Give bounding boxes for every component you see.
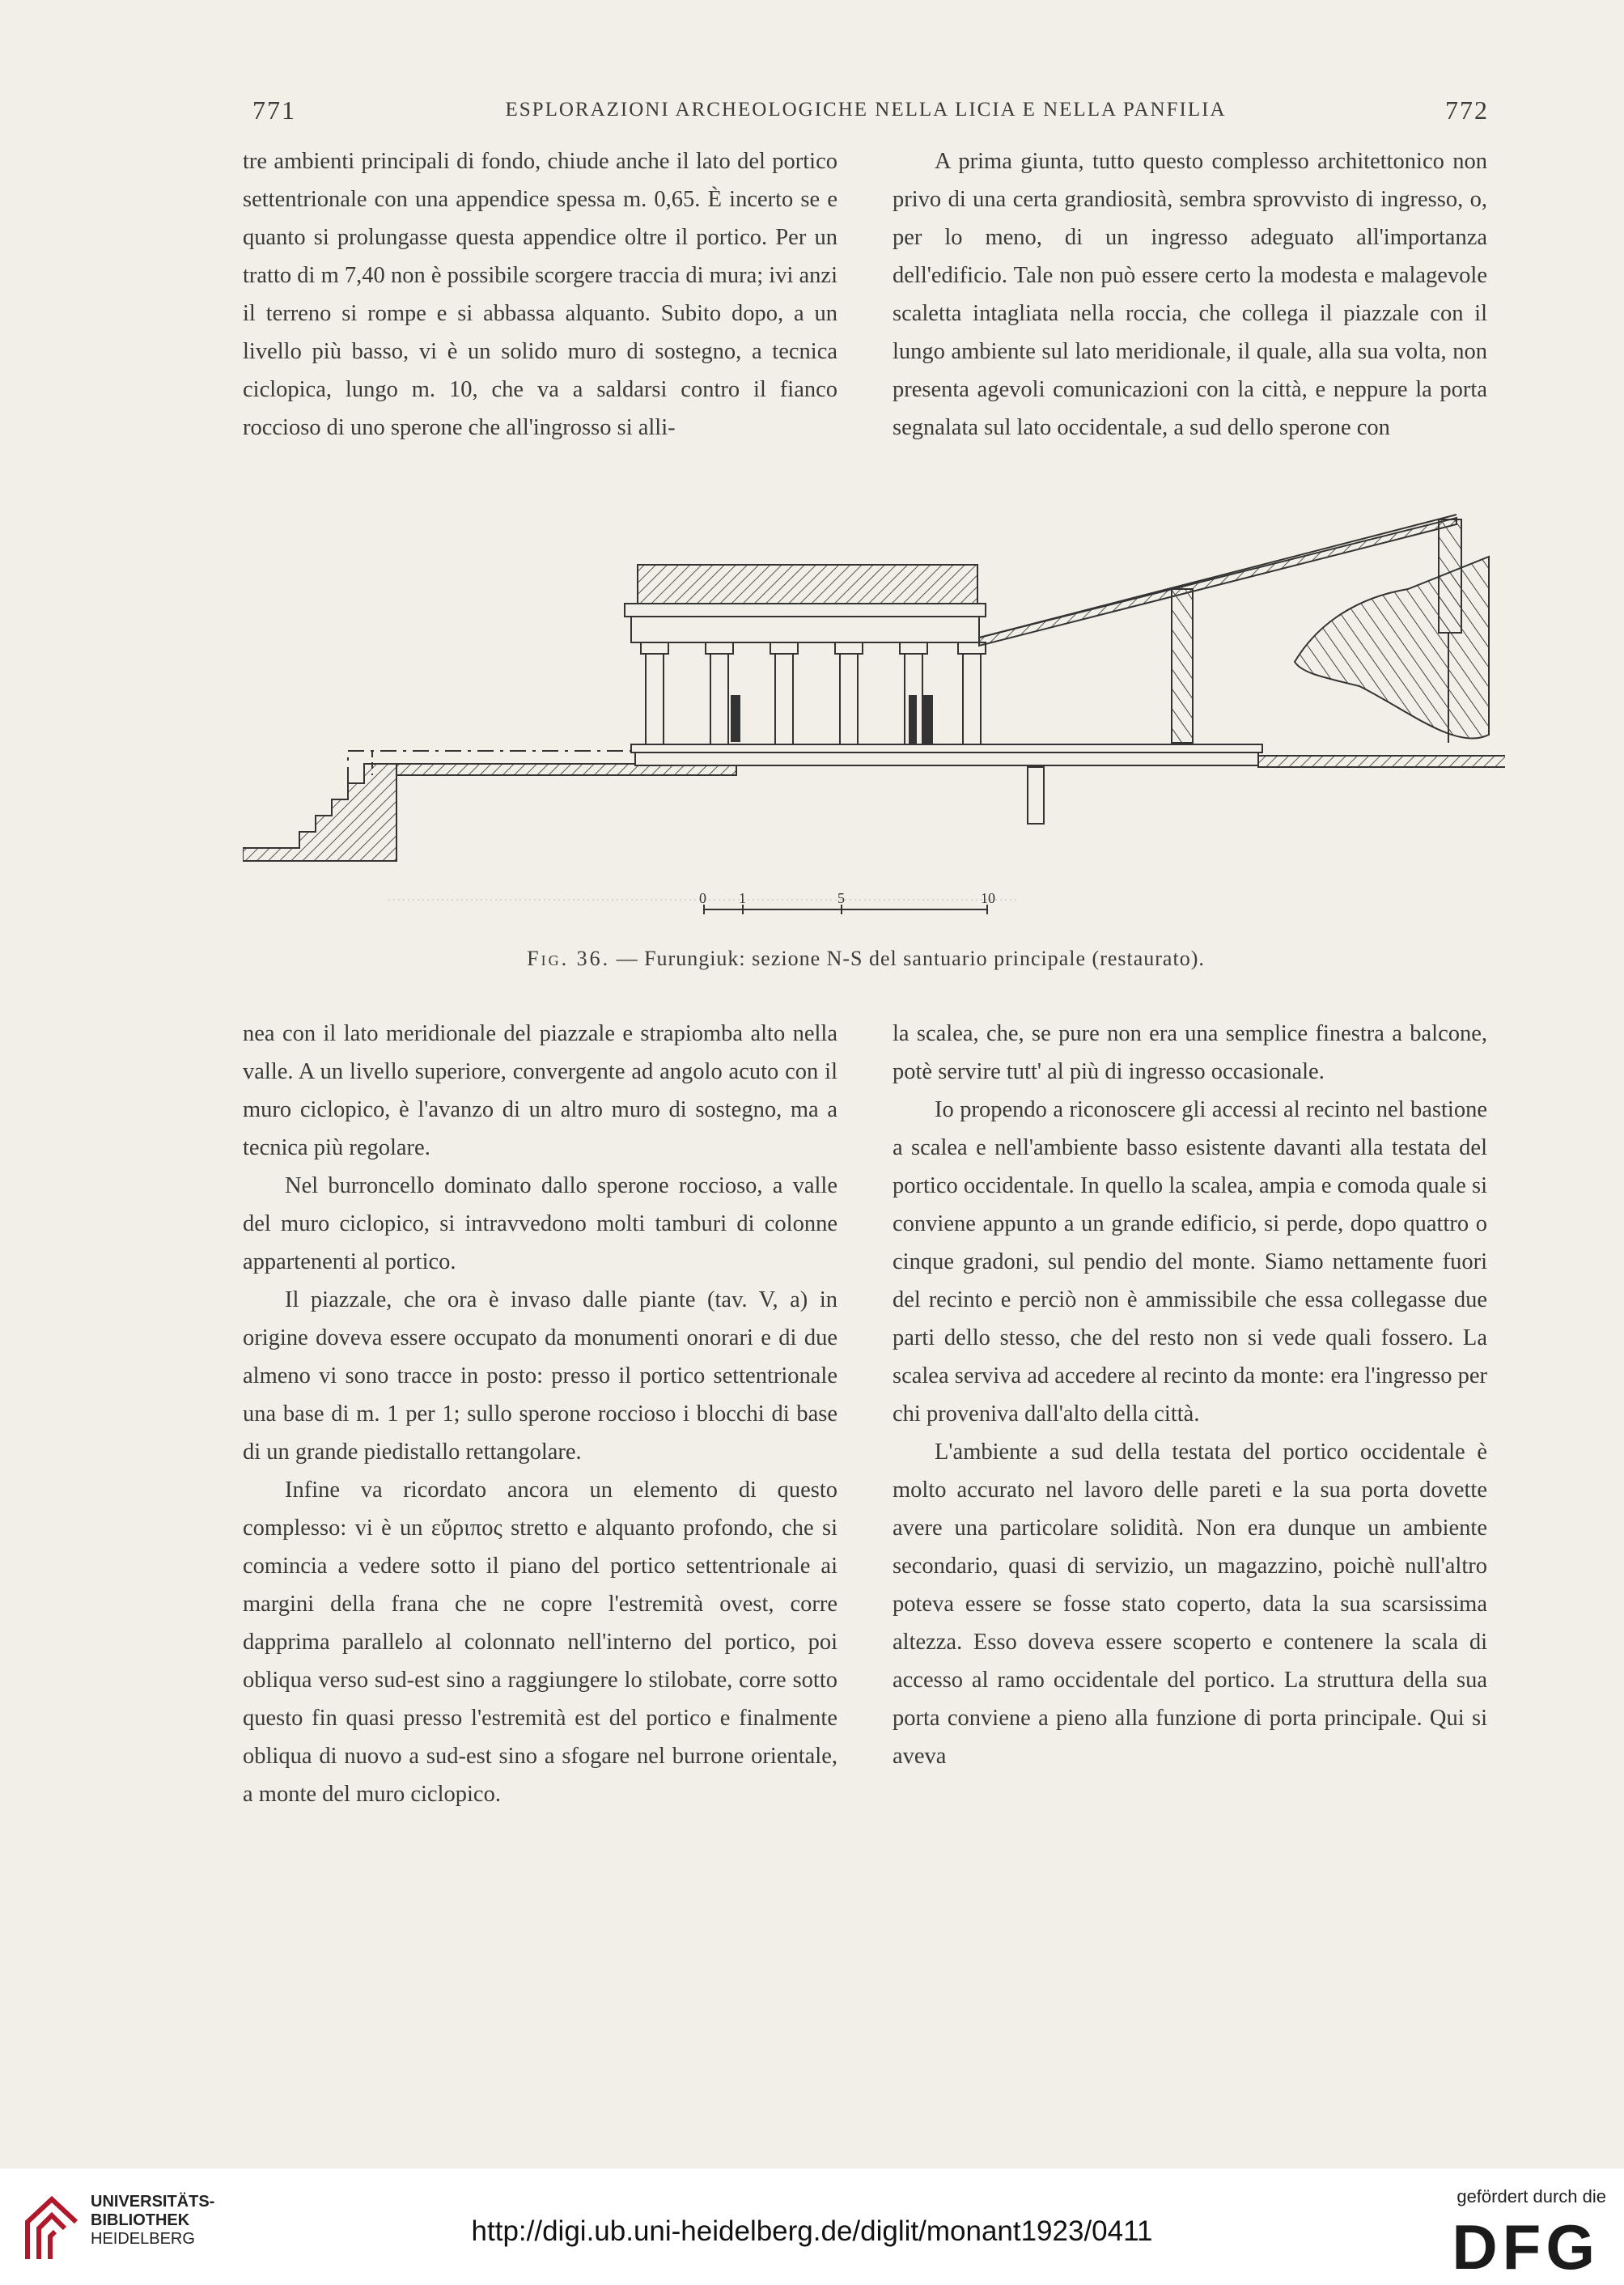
paragraph: la scalea, che, se pure non era una semplice finestra a balcone, potè servire tutt' al più di ingresso occasionale.	[893, 1021, 1487, 1084]
column-left-top	[243, 142, 837, 447]
paragraph: nea con il lato meridionale del piazzale e strapiomba alto nella valle. A un livello superiore, convergente ad angolo acuto con il muro ciclopico, è l'avanzo di un altro muro di sostegno, ma a tecnica più regolare.	[243, 1021, 837, 1160]
figure-caption	[243, 947, 1489, 971]
footer-bar	[0, 2168, 1624, 2285]
scale-label-1: 1	[739, 890, 746, 906]
running-title: ESPLORAZIONI ARCHEOLOGICHE NELLA LICIA E NELLA PANFILIA	[505, 99, 1227, 121]
scale-label-10: 10	[981, 890, 995, 906]
columns	[641, 642, 986, 744]
paragraph: Infine va ricordato ancora un elemento di questo complesso: vi è un εὔριπος stretto e alquanto profondo, che si comincia a vedere sotto il piano del portico settentrionale ai margini della frana che ne copre l'estremità ovest, corre dapprima parallelo al colonnato nell'interno del portico, poi obliqua verso sud-est sino a raggiungere lo stilobate, corre sotto questo fin quasi presso l'estremità est del portico e finalmente obliqua di nuovo a sud-est sino a sfogare nel burrone orientale, a monte del muro ciclopico.	[243, 1477, 837, 1807]
column-right-top	[893, 142, 1487, 447]
scale-label-5: 5	[837, 890, 845, 906]
portico-roof	[638, 565, 977, 604]
rock-spur	[1295, 557, 1489, 739]
library-name: UNIVERSITÄTS- BIBLIOTHEK HEIDELBERG	[91, 2193, 215, 2248]
column-left-bottom	[243, 1015, 837, 1813]
running-header	[243, 95, 1489, 128]
paragraph: Nel burroncello dominato dallo sperone roccioso, a valle del muro ciclopico, si intravvedono molti tamburi di colonne appartenenti al portico.	[243, 1173, 837, 1274]
funded-by-label: gefördert durch die	[1457, 2186, 1606, 2207]
paragraph: tre ambienti principali di fondo, chiude anche il lato del portico settentrionale con una appendice spessa m. 0,65. È incerto se e quanto si prolungasse questa appendice oltre il portico. Per un tratto di m 7,40 non è possibile scorgere traccia di mura; ivi anzi il terreno si rompe e si abbassa alquanto. Subito dopo, a un livello più basso, vi è un solido muro di sostegno, a tecnica ciclopica, lungo m. 10, che va a saldarsi contro il fianco roccioso di uno sperone che all'ingrosso si alli-	[243, 149, 837, 440]
rear-wall	[1172, 589, 1193, 743]
column-right-bottom	[893, 1015, 1487, 1775]
dfg-logo: DFG	[1452, 2211, 1600, 2283]
paragraph: A prima giunta, tutto questo complesso architettonico non privo di una certa grandiosità, sembra sprovvisto di ingresso, o, per lo meno, di un ingresso adeguato all'importanza dell'edificio. Tale non può essere certo la modesta e malagevole scaletta intagliata nella roccia, che collega il piazzale con il lungo ambiente sul lato meridionale, il quale, alla sua volta, non presenta agevoli comunicazioni con la città, e neppure la porta segnalata sul lato occidentale, a sud dello sperone con	[893, 149, 1487, 440]
figure-caption-text: — Furungiuk: sezione N-S del santuario principale (restaurato).	[616, 947, 1205, 970]
permalink-url[interactable]: http://digi.ub.uni-heidelberg.de/diglit/monant1923/0411	[471, 2215, 1153, 2247]
page-number-left: 771	[252, 95, 296, 125]
section-drawing-figure	[243, 508, 1505, 929]
portico-entablature	[631, 613, 979, 642]
stepped-terrace	[243, 764, 396, 861]
paragraph: Il piazzale, che ora è invaso dalle piante (tav. V, a) in origine doveva essere occupato da monumenti onorari e di due almeno vi sono tracce in posto: presso il portico settentrionale una base di m. 1 per 1; sullo sperone roccioso i blocchi di base di un grande piedistallo rettangolare.	[243, 1287, 837, 1465]
page-number-right: 772	[1445, 95, 1489, 125]
figure-label: Fig. 36.	[527, 947, 611, 970]
paragraph: Io propendo a riconoscere gli accessi al recinto nel bastione a scalea e nell'ambiente basso esistente davanti alla testata del portico occidentale. In quello la scalea, ampia e comoda quale si conviene appunto a un grande edificio, si perde, dopo quattro o cinque gradoni, sul pendio del monte. Siamo nettamente fuori del recinto e perciò non è ammissibile che essa collegasse due parti dello stesso, che del resto non si vede quali fossero. La scalea serviva ad accedere al recinto da monte: era l'ingresso per chi proveniva dall'alto della città.	[893, 1097, 1487, 1427]
paragraph: L'ambiente a sud della testata del portico occidentale è molto accurato nel lavoro delle pareti e la sua porta dovette avere una particolare solidità. Non era dunque un ambiente secondario, quasi di servizio, un magazzino, poichè null'altro poteva essere se fosse stato coperto, data la sua scarsissima altezza. Esso doveva essere scoperto e contenere la scala di accesso al ramo occidentale del portico. La struttura della sua porta conviene a pieno alla funzione di porta principale. Qui si aveva	[893, 1439, 1487, 1769]
ground-right	[1258, 756, 1505, 767]
scale-label-0: 0	[699, 890, 706, 906]
